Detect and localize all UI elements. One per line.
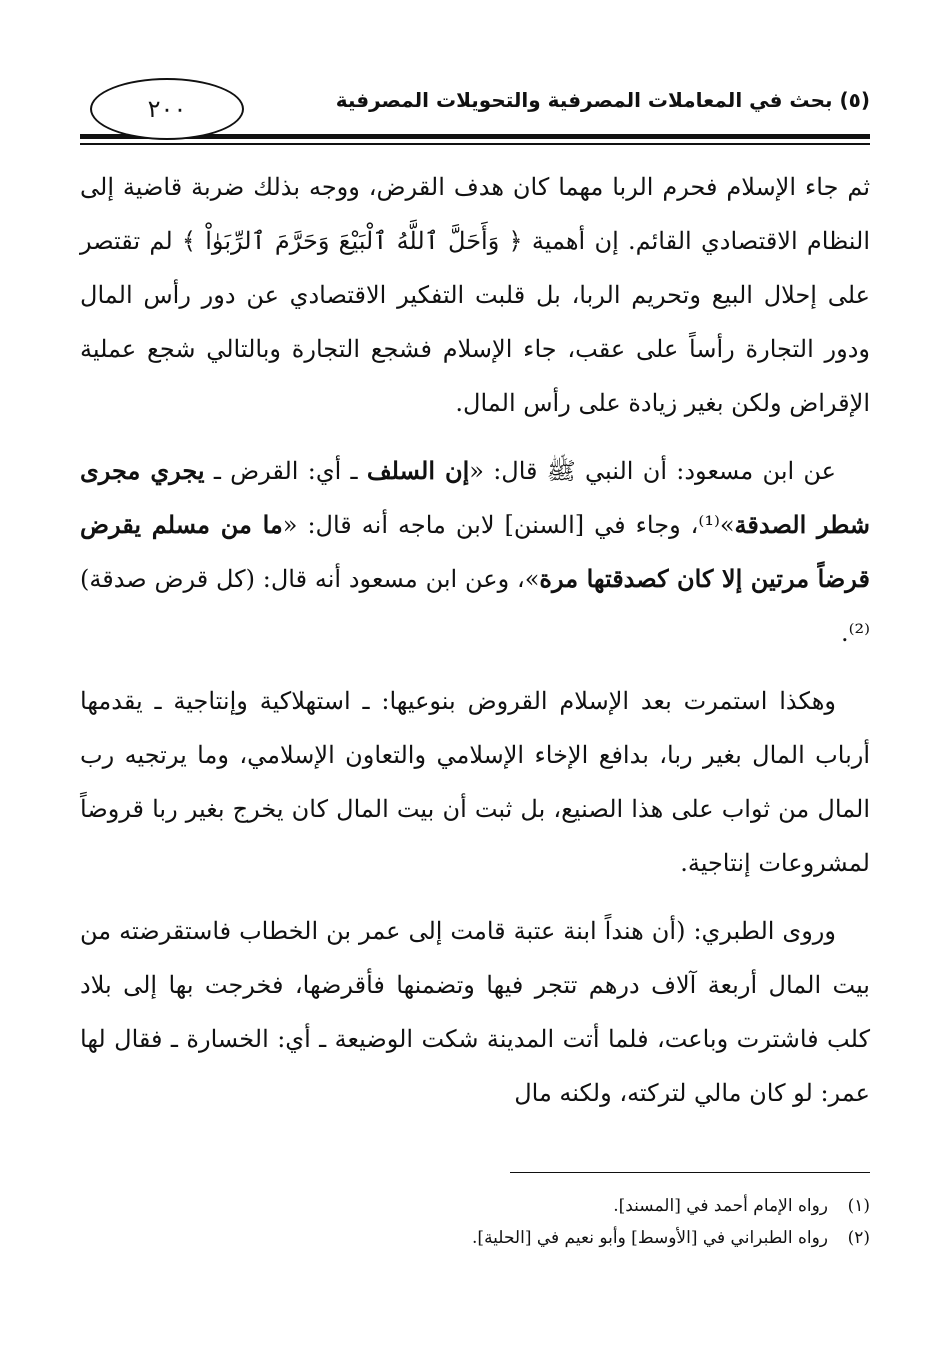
paragraph-4: وروى الطبري: (أن هنداً ابنة عتبة قامت إلى عمر بن الخطاب فاستقرضته من بيت المال أربعة آلاف درهم تتجر فيها وتضمنها فأقرضها، فخرجت بها إلى بلاد كلب فاشترت وباعت، فلما أتت المدينة شكت الوضيعة ـ أي: الخسارة ـ فقال لها عمر: لو كان مالي لتركته، ولكنه مال	[80, 917, 870, 1107]
footnote-number: (١)	[847, 1196, 870, 1216]
paragraph-3: وهكذا استمرت بعد الإسلام القروض بنوعيها: ـ استهلاكية وإنتاجية ـ يقدمها أرباب المال بغير ربا، بدافع الإخاء الإسلامي والتعاون الإسلامي، وما يرتجيه رب المال من ثواب على هذا الصنيع، بل ثبت أن بيت المال كان يخرج بغير ربا قروضاً لمشروعات إنتاجية.	[80, 687, 870, 877]
paragraph-2-segment: »⁽¹⁾، وجاء في [السنن] لابن ماجه أنه قال: «	[282, 511, 735, 539]
page-number: ٢٠٠	[90, 78, 244, 140]
footnote-number: (٢)	[847, 1228, 870, 1248]
footnote-2	[80, 1222, 870, 1254]
footnote-1	[80, 1190, 870, 1222]
paragraph-2	[80, 444, 870, 660]
footnote-separator	[510, 1172, 870, 1173]
page-header	[80, 70, 870, 150]
footnotes	[80, 1190, 870, 1254]
paragraph-2-segment: عن ابن مسعود: أن النبي ﷺ قال: «	[469, 457, 837, 485]
footnote-text: رواه الإمام أحمد في [المسند].	[613, 1196, 828, 1216]
paragraph-2-segment: »، وعن ابن مسعود أنه قال: (كل قرض صدقة)⁽²⁾.	[80, 565, 870, 647]
hadith-text-bold: يجري مجرى شطر الصدقة	[80, 456, 871, 539]
hadith-text-bold: ما من مسلم يقرض قرضاً مرتين إلا كان كصدقتها مرة	[80, 510, 870, 593]
paragraph-2-segment: ـ أي: القرض ـ	[204, 457, 367, 485]
paragraph-1: ثم جاء الإسلام فحرم الربا مهما كان هدف القرض، ووجه بذلك ضربة قاضية إلى النظام الاقتصادي القائم. إن أهمية ﴿ وَأَحَلَّ ٱللَّهُ ٱلْبَيْعَ وَحَرَّمَ ٱلرِّبَوٰاْ ﴾ لم تقتصر على إحلال البيع وتحريم الربا، بل قلبت التفكير الاقتصادي عن دور رأس المال ودور التجارة رأساً على عقب، جاء الإسلام فشجع التجارة وبالتالي شجع عملية الإقراض ولكن بغير زيادة على رأس المال.	[80, 173, 870, 417]
footnote-text: رواه الطبراني في [الأوسط] وأبو نعيم في [الحلية].	[472, 1228, 828, 1248]
body-text	[80, 160, 870, 1134]
running-title: (٥) بحث في المعاملات المصرفية والتحويلات المصرفية	[335, 88, 870, 112]
header-rule-thin	[80, 143, 870, 145]
hadith-text-bold: إن السلف	[366, 456, 470, 485]
